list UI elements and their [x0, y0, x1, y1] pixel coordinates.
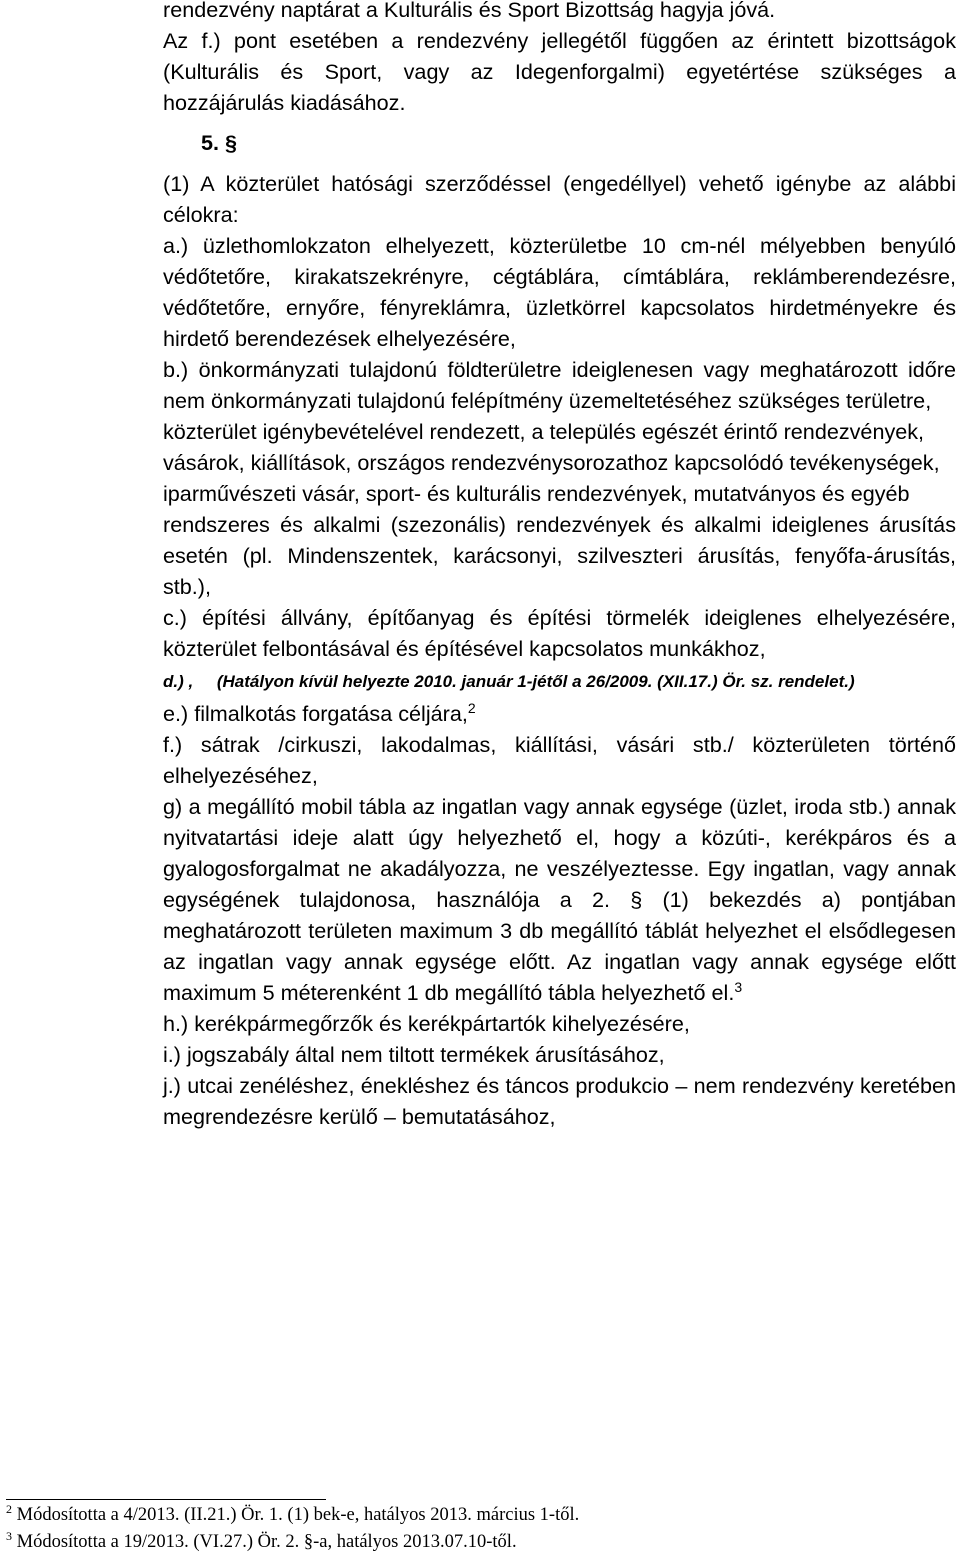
item-d-repealed [163, 670, 956, 694]
document-body [163, 0, 956, 1132]
footnote-number: 3 [6, 1528, 12, 1543]
item-c: c.) építési állvány, építőanyag és építési törmelék ideiglenes elhelyezésére, közterület felbontásával és építésével kapcsolatos munkákhoz, [163, 605, 956, 661]
paragraph-f-note: Az f.) pont esetében a rendezvény jellegétől függően az érintett bizottságok (Kulturális és Sport, vagy az Idegenforgalmi) egyetértése szükséges a hozzájárulás kiadásához. [163, 28, 956, 115]
footnote-3 [6, 1529, 956, 1556]
item-h: h.) kerékpármegőrzők és kerékpártartók kihelyezésére, [163, 1011, 690, 1036]
item-b-2: közterület igénybevételével rendezett, a település egészét érintő rendezvények, [163, 419, 925, 444]
item-d-label: d.) , [163, 672, 194, 691]
footnote-number: 2 [6, 1501, 12, 1516]
item-j: j.) utcai zenéléshez, énekléshez és táncos produkcio – nem rendezvény keretében megrendezésre kerülő – bemutatásához, [163, 1073, 956, 1129]
item-b-5: rendszeres és alkalmi (szezonális) rendezvények és alkalmi ideiglenes árusítás esetén (pl. Mindenszentek, karácsonyi, szilveszteri árusítás, fenyőfa-árusítás, stb.), [163, 512, 956, 599]
item-b: b.) önkormányzati tulajdonú földterületre ideiglenesen vagy meghatározott időre nem önkormányzati tulajdonú felépítmény üzemeltetéséhez szükséges területre, [163, 357, 956, 413]
paragraph-1: (1) A közterület hatósági szerződéssel (engedéllyel) vehető igénybe az alábbi célokra: [163, 171, 956, 227]
footnote-ref-3[interactable]: 3 [734, 978, 743, 995]
item-b-4: iparművészeti vásár, sport- és kulturális rendezvények, mutatványos és egyéb [163, 481, 910, 506]
item-e-text: e.) filmalkotás forgatása céljára, [163, 701, 468, 726]
item-a: a.) üzlethomlokzaton elhelyezett, közterületbe 10 cm-nél mélyebben benyúló védőtetőre, kirakatszekrényre, cégtáblára, címtáblára, reklámberendezésre, védőtetőre, ernyőre, fényreklámra, üzletkörrel kapcsolatos hirdetményekre és hirdető berendezések elhelyezésére, [163, 233, 956, 351]
item-g-text: g) a megállító mobil tábla az ingatlan vagy annak egysége (üzlet, iroda stb.) annak nyitvatartási ideje alatt úgy helyezhető el, hogy a közúti-, kerékpáros és a gyalogosforgalmat ne akadályozza, ne veszélyeztesse. Egy ingatlan, vagy annak egységének tulajdonosa, használója a 2. § (1) bekezdés a) pontjában meghatározott területen maximum 3 db megállító táblát helyezhet el elsődlegesen az ingatlan vagy annak egysége előtt. Az ingatlan vagy annak egysége előtt maximum 5 méterenként 1 db megállító tábla helyezhető el. [163, 794, 956, 1005]
item-g [163, 791, 956, 1008]
footnote-text: Módosította a 4/2013. (II.21.) Ör. 1. (1) bek-e, hatályos 2013. március 1-től. [16, 1505, 580, 1525]
section-heading: 5. § [201, 130, 238, 155]
footnote-separator [6, 1499, 326, 1500]
paragraph-continuation: rendezvény naptárat a Kulturális és Sport Bizottság hagyja jóvá. [163, 0, 776, 22]
item-e [163, 698, 956, 729]
footnote-text: Módosította a 19/2013. (VI.27.) Ör. 2. §-a, hatályos 2013.07.10-től. [16, 1532, 517, 1552]
footnote-ref-2[interactable]: 2 [467, 699, 476, 716]
item-i: i.) jogszabály által nem tiltott termékek árusításához, [163, 1042, 665, 1067]
item-d-text: (Hatályon kívül helyezte 2010. január 1-jétől a 26/2009. (XII.17.) Ör. sz. rendelet.) [216, 672, 855, 691]
footnote-2 [6, 1502, 956, 1529]
item-b-3: vásárok, kiállítások, országos rendezvénysorozathoz kapcsolódó tevékenységek, [163, 450, 940, 475]
item-f: f.) sátrak /cirkuszi, lakodalmas, kiállítási, vásári stb./ közterületen történő elhelyezéséhez, [163, 732, 956, 788]
footnotes [6, 1499, 956, 1556]
